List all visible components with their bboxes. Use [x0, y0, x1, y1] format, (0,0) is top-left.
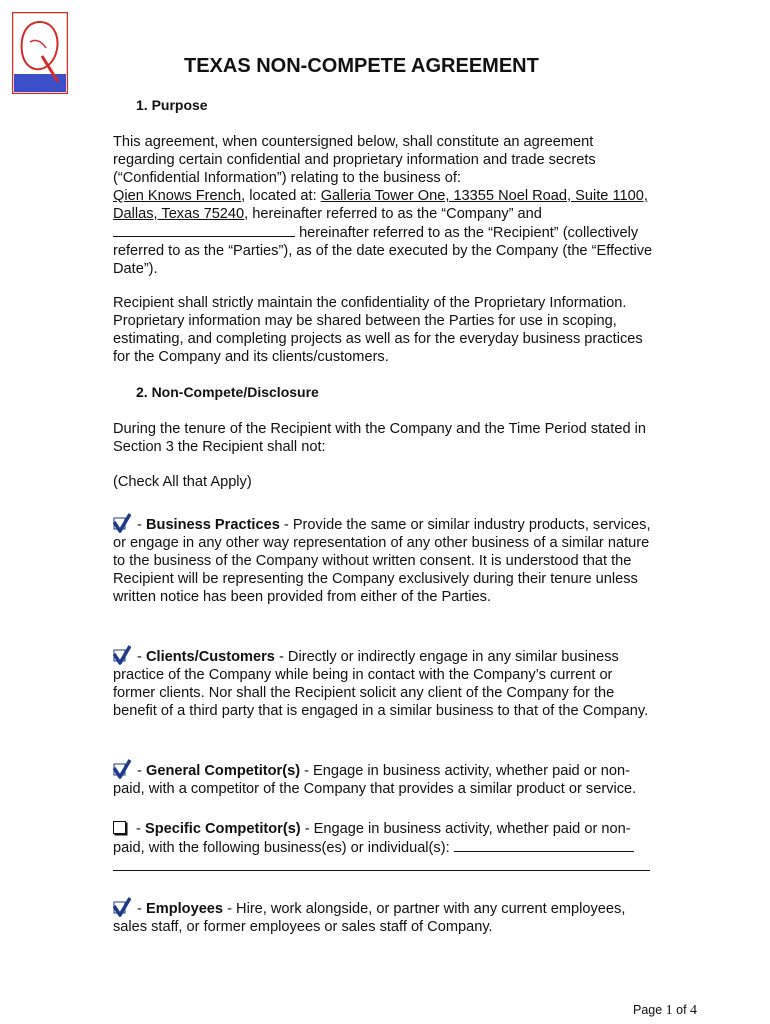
- recipient-ref-text: hereinafter referred to as the “Recipient” (collectively referred to as the “Parties”), as of the date executed by the Company (the “Effective Date”).: [113, 225, 653, 277]
- page-number: Page 1 of 4: [633, 1003, 698, 1018]
- confidentiality-paragraph: Recipient shall strictly maintain the confidentiality of the Proprietary Information. Proprietary information may be shared between the Parties for use in scoping, estimating, and completing projects as well as for the everyday business practices for the Company and its clients/customers.: [113, 295, 643, 365]
- company-name: Qien Knows French: [113, 188, 242, 204]
- check-all-note: (Check All that Apply): [113, 474, 252, 490]
- option-general-competitors: - General Competitor(s) - Engage in business activity, whether paid or non-paid, with a competitor of the Company that provides a similar product or service.: [113, 759, 653, 798]
- recipient-name-blank[interactable]: [113, 223, 295, 237]
- option-text: Engage in business activity, whether paid or non-paid, with the following business(es) or individual(s):: [113, 821, 631, 856]
- checkmark-icon[interactable]: [113, 513, 131, 533]
- competitor-name-line[interactable]: [113, 870, 650, 871]
- company-ref-text: , hereinafter referred to as the “Company” and: [244, 206, 542, 222]
- checkmark-icon[interactable]: [113, 759, 131, 779]
- option-specific-competitors: - Specific Competitor(s) - Engage in business activity, whether paid or non-paid, with the following business(es) or individual(s):: [113, 820, 653, 857]
- option-employees: - Employees - Hire, work alongside, or partner with any current employees, sales staff, or former employees or sales staff of Company.: [113, 897, 653, 936]
- option-label: General Competitor(s): [145, 763, 301, 779]
- option-clients-customers: - Clients/Customers - Directly or indirectly engage in any similar business practice of the Company while being in contact with the Company’s current or former clients. Nor shall the Recipient solicit any client of the Company for the benefit of a third party that is engaged in a similar business to that of the Company.: [113, 645, 653, 720]
- non-compete-intro: During the tenure of the Recipient with the Company and the Time Period stated in Section 3 the Recipient shall not:: [113, 421, 646, 455]
- competitor-name-blank[interactable]: [454, 838, 634, 852]
- located-at-text: , located at:: [241, 188, 321, 204]
- option-label: Business Practices: [145, 517, 280, 533]
- section-1-heading: 1. Purpose: [136, 97, 208, 113]
- option-text: Engage in business activity, whether paid or non-paid, with a competitor of the Company that provides a similar product or service.: [113, 763, 637, 797]
- option-text: Hire, work alongside, or partner with any current employees, sales staff, or former employees or sales staff of Company.: [113, 901, 626, 935]
- option-text: Provide the same or similar industry products, services, or engage in any other way representation of any other business of a similar nature to the business of the Company without written consent. It is understood that the Recipient will be representing the Company exclusively during their tenure unless written notice has been provided from either of the Parties.: [113, 517, 651, 605]
- purpose-intro: This agreement, when countersigned below, shall constitute an agreement regarding certain confidential and proprietary information and trade secrets (“Confidential Information”) relating to the business of:: [113, 134, 596, 186]
- purpose-paragraph: [113, 133, 653, 278]
- option-text: Directly or indirectly engage in any similar business practice of the Company while being in contact with the Company’s current or former clients. Nor shall the Recipient solicit any client of the Company for the benefit of a third party that is engaged in a similar business to that of the Company.: [113, 649, 649, 719]
- company-address: Galleria Tower One, 13355 Noel Road, Suite 1100, Dallas, Texas 75240: [113, 188, 648, 222]
- document-title: TEXAS NON-COMPETE AGREEMENT: [184, 55, 539, 77]
- section-2-heading: 2. Non-Compete/Disclosure: [136, 384, 319, 400]
- option-label: Employees: [145, 901, 224, 917]
- checkmark-icon[interactable]: [113, 645, 131, 665]
- checkmark-icon[interactable]: [113, 897, 131, 917]
- option-label: Clients/Customers: [145, 649, 275, 665]
- option-business-practices: - Business Practices - Provide the same or similar industry products, services, or engage in any other way representation of any other business of a similar nature to the business of the Company without written consent. It is understood that the Recipient will be representing the Company exclusively during their tenure unless written notice has been provided from either of the Parties.: [113, 513, 653, 606]
- checkbox-icon[interactable]: [113, 821, 126, 834]
- option-label: Specific Competitor(s): [144, 821, 301, 837]
- company-logo: [12, 12, 68, 94]
